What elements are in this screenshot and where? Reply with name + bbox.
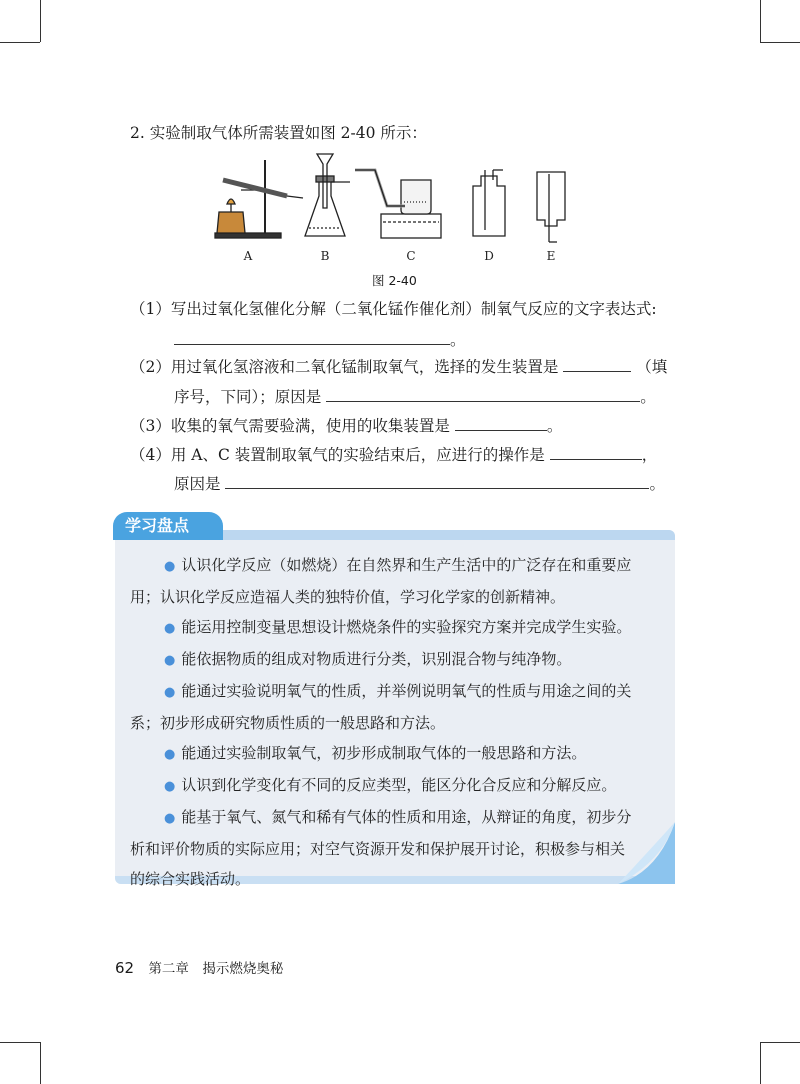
review-tab: 学习盘点 <box>113 512 223 540</box>
review-bullet: ● 认识化学反应（如燃烧）在自然界和生产生活中的广泛存在和重要应 <box>164 556 632 574</box>
bullet-icon: ● <box>164 559 176 574</box>
page-number: 62 <box>115 959 135 977</box>
answer-blank[interactable] <box>455 414 547 431</box>
label-a: A <box>243 249 253 263</box>
q4-line1: （4）用 A、C 装置制取氧气的实验结束后，应进行的操作是 ， <box>130 443 657 465</box>
answer-blank[interactable] <box>563 355 631 372</box>
q2-line2: 序号，下同）；原因是 。 <box>174 385 656 407</box>
label-b: B <box>320 249 330 263</box>
apparatus-e <box>537 172 565 242</box>
review-bullet-cont: 析和评价物质的实际应用；对空气资源开发和保护展开讨论，积极参与相关 <box>130 840 626 858</box>
review-bullet: ● 能通过实验制取氧气，初步形成制取气体的一般思路和方法。 <box>164 744 587 762</box>
apparatus-figure <box>205 150 595 270</box>
answer-blank[interactable] <box>225 472 649 489</box>
bullet-icon: ● <box>164 621 176 636</box>
crop-mark <box>0 42 40 43</box>
review-bullet-cont: 的综合实践活动。 <box>130 870 251 888</box>
crop-mark <box>760 42 800 43</box>
review-bullet-cont: 用；认识化学反应造福人类的独特价值，学习化学家的创新精神。 <box>130 588 566 606</box>
apparatus-d <box>473 170 505 236</box>
question-title: 2. 实验制取气体所需装置如图 2-40 所示： <box>130 124 427 142</box>
review-bullet: ● 能通过实验说明氧气的性质，并举例说明氧气的性质与用途之间的关 <box>164 682 632 700</box>
q1-line2: 。 <box>174 328 466 350</box>
answer-blank[interactable] <box>550 443 642 460</box>
q4-line2: 原因是 。 <box>174 472 665 494</box>
chapter-title: 第二章 揭示燃烧奥秘 <box>148 961 284 977</box>
q2-line1: （2）用过氧化氢溶液和二氧化锰制取氧气，选择的发生装置是 （填 <box>130 355 667 377</box>
bullet-icon: ● <box>164 685 176 700</box>
q3-line1: （3）收集的氧气需要验满，使用的收集装置是 。 <box>130 414 562 436</box>
review-bullet: ● 能基于氧气、氮气和稀有气体的性质和用途，从辩证的角度，初步分 <box>164 808 632 826</box>
label-c: C <box>406 249 416 263</box>
bullet-icon: ● <box>164 747 176 762</box>
review-bullet: ● 认识到化学变化有不同的反应类型，能区分化合反应和分解反应。 <box>164 776 617 794</box>
crop-mark <box>760 1042 761 1084</box>
bullet-icon: ● <box>164 811 176 826</box>
crop-mark <box>760 0 761 42</box>
label-e: E <box>546 249 556 263</box>
apparatus-a <box>215 160 303 238</box>
answer-blank[interactable] <box>174 328 450 345</box>
crop-mark <box>40 1042 41 1084</box>
bullet-icon: ● <box>164 653 176 668</box>
review-bullets <box>130 550 660 894</box>
label-d: D <box>484 249 494 263</box>
apparatus-b <box>305 154 350 236</box>
review-bullet: ● 能运用控制变量思想设计燃烧条件的实验探究方案并完成学生实验。 <box>164 618 632 636</box>
crop-mark <box>0 1042 40 1043</box>
page-footer <box>115 957 283 977</box>
review-bullet: ● 能依据物质的组成对物质进行分类，识别混合物与纯净物。 <box>164 650 572 668</box>
figure-caption: 图 2-40 <box>372 273 417 288</box>
crop-mark <box>760 1042 800 1043</box>
review-bullet-cont: 系；初步形成研究物质性质的一般思路和方法。 <box>130 714 446 732</box>
crop-mark <box>40 0 41 42</box>
apparatus-c <box>355 170 441 238</box>
answer-blank[interactable] <box>326 385 640 402</box>
bullet-icon: ● <box>164 779 176 794</box>
q1-line1: （1）写出过氧化氢催化分解（二氧化锰作催化剂）制氧气反应的文字表达式: <box>130 300 657 318</box>
